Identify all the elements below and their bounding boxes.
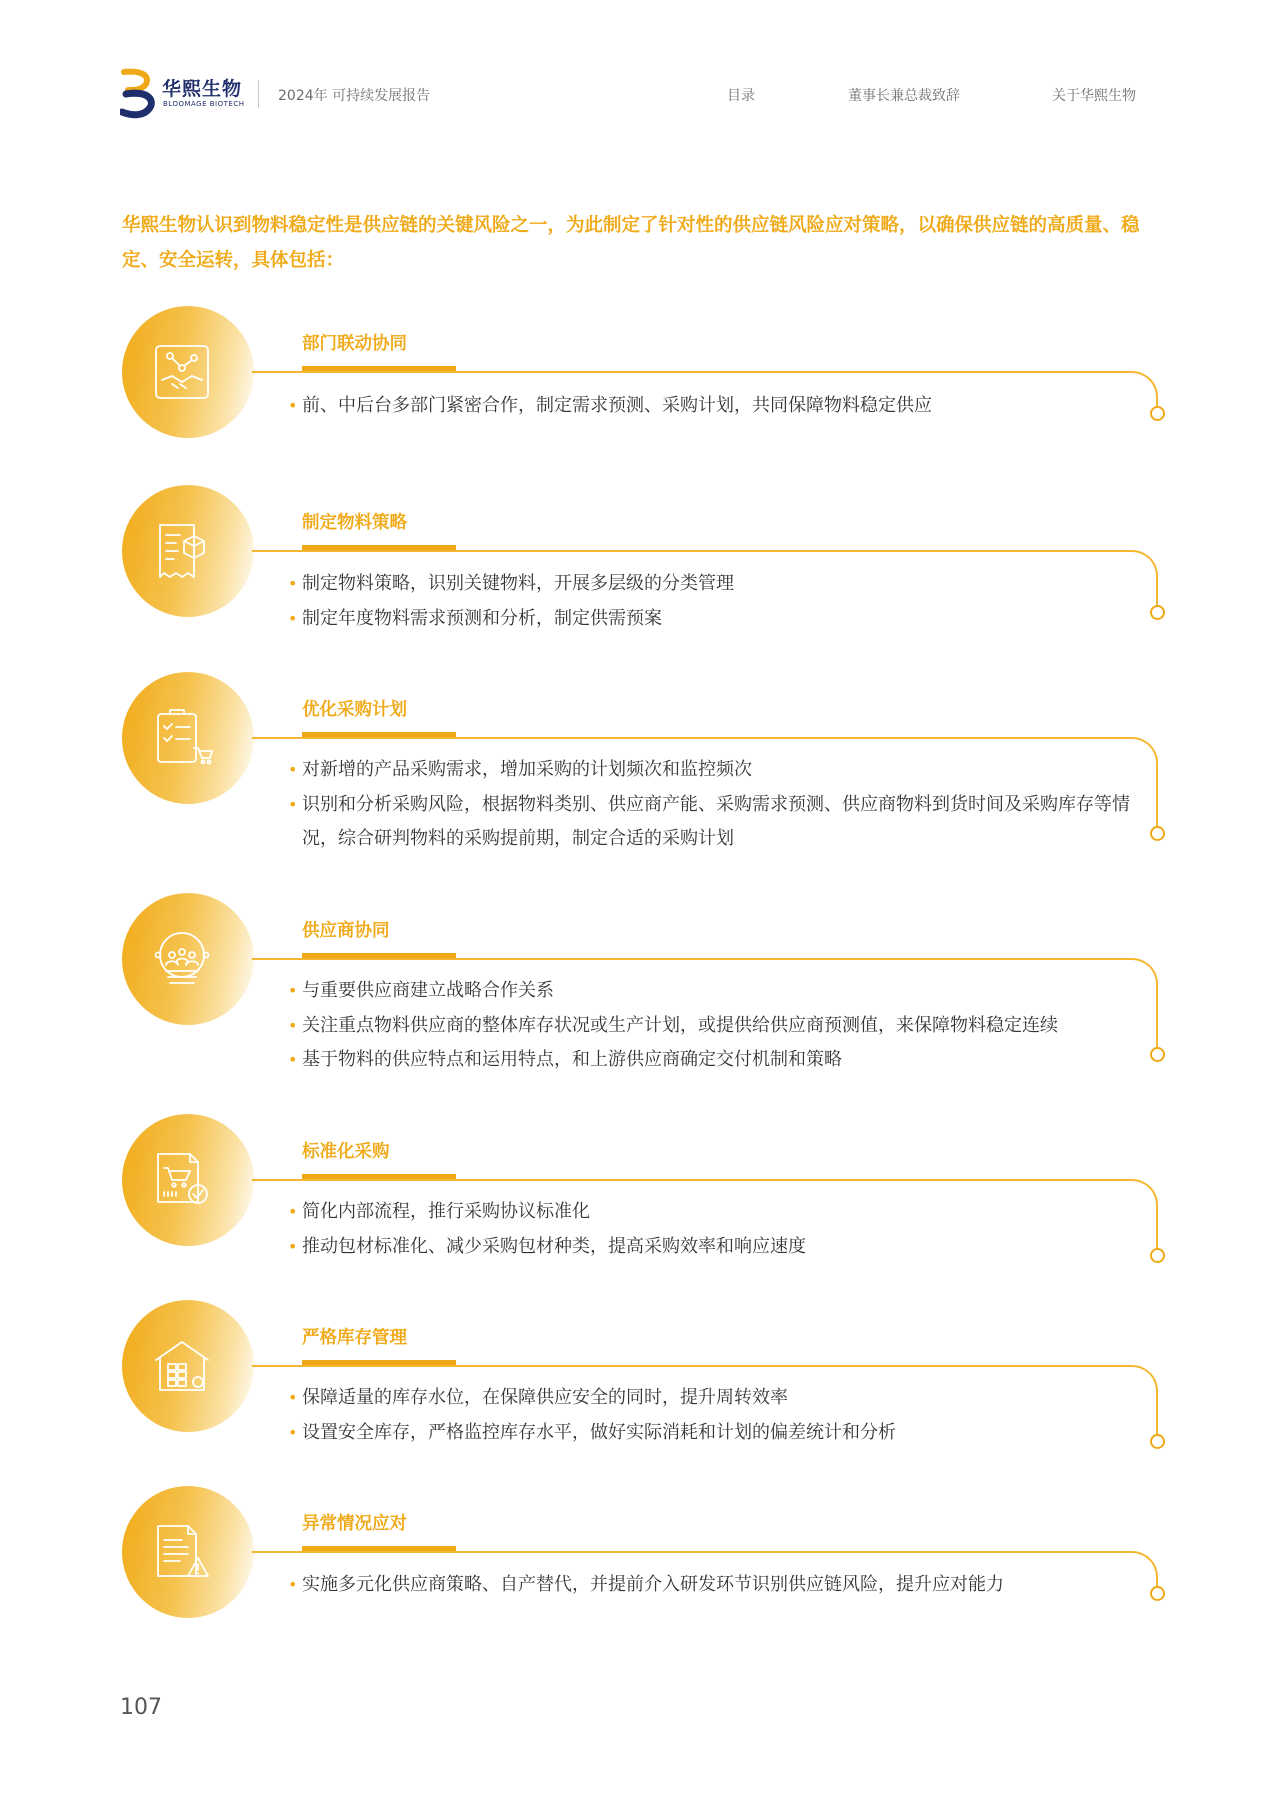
bullet-item: • 推动包材标准化、减少采购包材种类，提高采购效率和响应速度 — [288, 1230, 1148, 1265]
connector-end-dot — [1150, 1434, 1165, 1449]
bullet-item: • 制定年度物料需求预测和分析，制定供需预案 — [288, 602, 1148, 637]
page-header — [0, 0, 1280, 150]
section-title: 供应商协同 — [302, 921, 390, 941]
intro-paragraph: 华熙生物认识到物料稳定性是供应链的关键风险之一，为此制定了针对性的供应链风险应对策略，以确保供应链的高质量、稳定、安全运转，具体包括： — [122, 215, 1140, 271]
bullet-list — [288, 1381, 1148, 1450]
bullet-item: • 设置安全库存，严格监控库存水平，做好实际消耗和计划的偏差统计和分析 — [288, 1416, 1148, 1451]
section-title: 制定物料策略 — [302, 513, 407, 533]
warehouse-icon — [150, 1334, 214, 1398]
section-icon-circle — [122, 1486, 254, 1618]
bullet-list — [288, 389, 1148, 424]
section-title: 标准化采购 — [302, 1142, 390, 1162]
document-warning-icon — [150, 1520, 214, 1584]
connector-end-dot — [1150, 1586, 1165, 1601]
bullet-item: • 与重要供应商建立战略合作关系 — [288, 974, 1148, 1009]
bullet-list — [288, 1195, 1148, 1264]
section-icon-circle — [122, 306, 254, 438]
logo-text-cn: 华熙生物 — [162, 78, 243, 100]
bullet-list — [288, 974, 1148, 1078]
connector-end-dot — [1150, 406, 1165, 421]
bullet-item: • 简化内部流程，推行采购协议标准化 — [288, 1195, 1148, 1230]
nav-contents-link[interactable]: 目录 — [727, 88, 755, 104]
logo-text-en: BLOOMAGE BIOTECH — [163, 100, 245, 108]
section-icon-circle — [122, 485, 254, 617]
section-title: 严格库存管理 — [302, 1328, 407, 1348]
report-title: 2024年 可持续发展报告 — [278, 88, 431, 104]
people-collaboration-icon — [150, 927, 214, 991]
standard-purchase-icon — [150, 1148, 214, 1212]
bullet-item: • 关注重点物料供应商的整体库存状况或生产计划，或提供给供应商预测值，来保障物料稳定连续 — [288, 1009, 1148, 1044]
bullet-item: • 实施多元化供应商策略、自产替代，并提前介入研发环节识别供应链风险，提升应对能力 — [288, 1568, 1148, 1603]
section-icon-circle — [122, 672, 254, 804]
handshake-network-icon — [150, 340, 214, 404]
nav-about-link[interactable]: 关于华熙生物 — [1052, 88, 1136, 104]
bullet-item: • 识别和分析采购风险，根据物料类别、供应商产能、采购需求预测、供应商物料到货时间及采购库存等情况，综合研判物料的采购提前期，制定合适的采购计划 — [288, 788, 1148, 857]
section-icon-circle — [122, 1300, 254, 1432]
section-title: 异常情况应对 — [302, 1514, 407, 1534]
bullet-item: • 基于物料的供应特点和运用特点，和上游供应商确定交付机制和策略 — [288, 1043, 1148, 1078]
bullet-item: • 制定物料策略，识别关键物料，开展多层级的分类管理 — [288, 567, 1148, 602]
bullet-item: • 对新增的产品采购需求，增加采购的计划频次和监控频次 — [288, 753, 1148, 788]
page-number: 107 — [120, 1695, 162, 1720]
section-icon-circle — [122, 1114, 254, 1246]
bullet-item: • 前、中后台多部门紧密合作，制定需求预测、采购计划，共同保障物料稳定供应 — [288, 389, 1148, 424]
section-title: 部门联动协同 — [302, 334, 407, 354]
connector-end-dot — [1150, 826, 1165, 841]
connector-end-dot — [1150, 1047, 1165, 1062]
section-title: 优化采购计划 — [302, 700, 407, 720]
bullet-list — [288, 753, 1148, 857]
clipboard-cart-icon — [150, 706, 214, 770]
bullet-list — [288, 567, 1148, 636]
document-box-icon — [150, 519, 214, 583]
header-divider — [258, 80, 259, 108]
section-icon-circle — [122, 893, 254, 1025]
nav-chairman-message-link[interactable]: 董事长兼总裁致辞 — [848, 88, 960, 104]
connector-end-dot — [1150, 605, 1165, 620]
connector-end-dot — [1150, 1248, 1165, 1263]
logo-mark-icon — [120, 68, 156, 120]
company-logo[interactable] — [120, 68, 260, 120]
bullet-item: • 保障适量的库存水位，在保障供应安全的同时，提升周转效率 — [288, 1381, 1148, 1416]
bullet-list — [288, 1568, 1148, 1603]
